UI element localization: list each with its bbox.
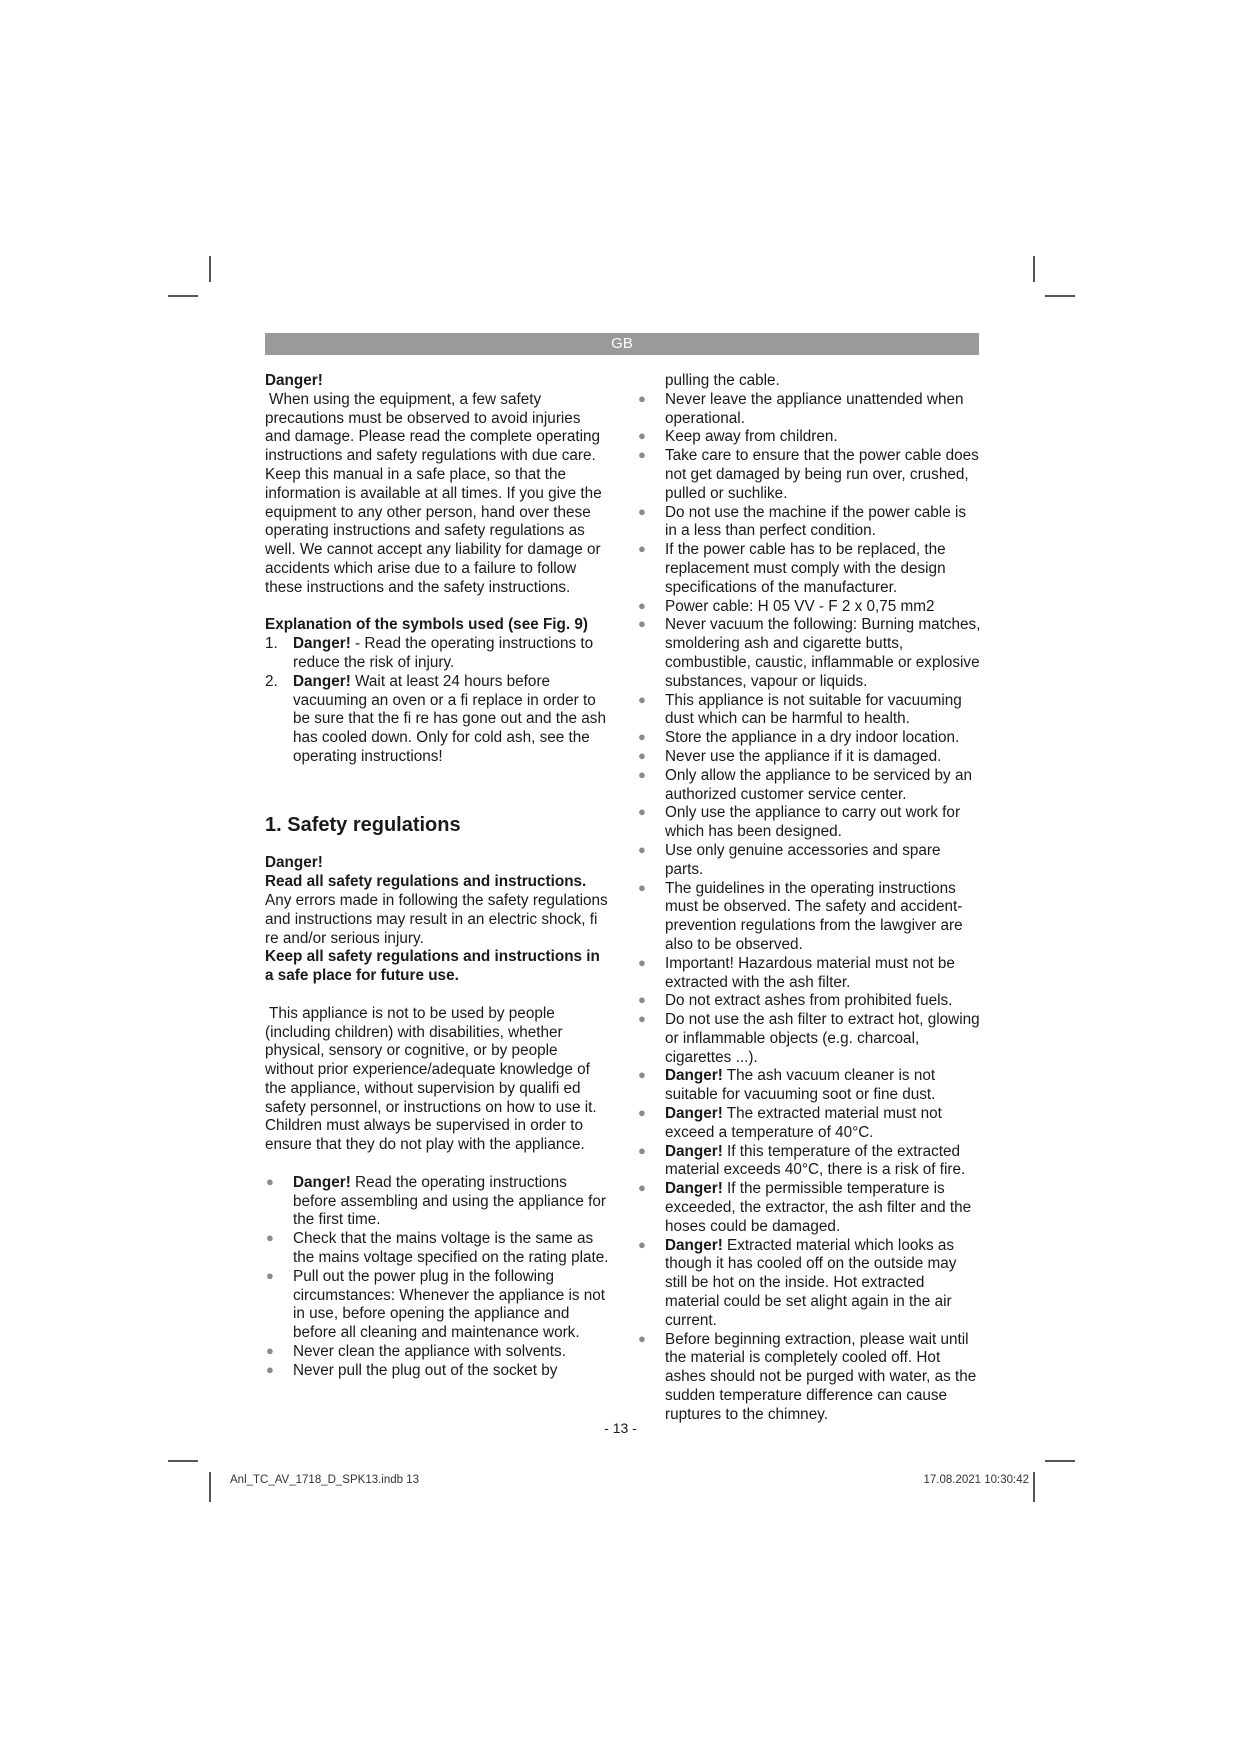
list-item: ● Do not use the machine if the power cable is in a less than perfect condition. <box>638 503 967 540</box>
crop-mark <box>168 295 198 297</box>
list-item: ● Danger! If the permissible temperature is exceeded, the extractor, the ash filter and the hoses could be damaged. <box>638 1180 972 1235</box>
footer-timestamp: 17.08.2021 10:30:42 <box>923 1474 1029 1486</box>
bullet-icon: ● <box>638 804 646 820</box>
bullet-icon: ● <box>638 1142 646 1158</box>
bullet-icon: ● <box>638 541 646 557</box>
list-item: ● Do not use the ash filter to extract hot, glowing or inflammable objects (e.g. charcoal, cigarettes ...). <box>638 1011 980 1066</box>
list-item: ● Only allow the appliance to be serviced by an authorized customer service center. <box>638 766 972 803</box>
list-item: ● This appliance is not suitable for vacuuming dust which can be harmful to health. <box>638 691 962 728</box>
list-item: ● Danger! The extracted material must not exceed a temperature of 40°C. <box>638 1105 942 1141</box>
list-item: ● If the power cable has to be replaced, the replacement must comply with the design specifications of the manufacturer. <box>638 541 946 596</box>
list-item: ● Never use the appliance if it is damaged. <box>638 747 942 765</box>
crop-mark <box>1033 256 1035 282</box>
footer-file: Anl_TC_AV_1718_D_SPK13.indb 13 <box>230 1474 420 1486</box>
bullet-icon: ● <box>638 503 646 519</box>
list-item: ● Before beginning extraction, please wait until the material is completely cooled off. Hot ashes should not be purged with water, as the sudden temperature difference can cause ruptures to the chimney. <box>638 1330 977 1423</box>
list-item: ● Danger! The ash vacuum cleaner is not suitable for vacuuming soot or fine dust. <box>638 1067 936 1104</box>
bullet-icon: ● <box>638 1067 646 1083</box>
list-item: ● Danger! Read the operating instructions before assembling and using the appliance for the first time. <box>266 1173 606 1229</box>
list-item: ● Power cable: H 05 VV - F 2 x 0,75 mm2 <box>638 597 935 615</box>
bullet-icon: ● <box>638 1011 646 1027</box>
danger-label: Danger! <box>265 854 323 872</box>
list-item: ● Never clean the appliance with solvents. <box>266 1343 566 1361</box>
crop-mark <box>1045 295 1075 297</box>
read-all-text: Read all safety regulations and instructions. <box>265 873 587 891</box>
list-item: ● Never leave the appliance unattended when operational. <box>638 390 964 427</box>
bullet-icon: ● <box>638 879 646 895</box>
bullet-icon: ● <box>266 1230 274 1246</box>
language-banner <box>265 333 979 355</box>
bullet-icon: ● <box>638 447 646 463</box>
list-item: ● Do not extract ashes from prohibited fuels. <box>638 992 953 1010</box>
crop-mark <box>209 256 211 282</box>
bullet-icon: ● <box>638 597 646 613</box>
bullet-icon: ● <box>638 992 646 1008</box>
list-item: ● Keep away from children. <box>638 428 838 446</box>
bullet-icon: ● <box>638 428 646 444</box>
bullet-icon: ● <box>266 1343 274 1359</box>
right-column <box>637 372 982 1425</box>
section-title: 1. Safety regulations <box>265 814 461 837</box>
symbols-heading: Explanation of the symbols used (see Fig. 9) <box>265 616 588 634</box>
bullet-icon: ● <box>266 1173 274 1189</box>
bullet-icon: ● <box>638 1180 646 1196</box>
list-item: ● Only use the appliance to carry out work for which has been designed. <box>638 804 961 841</box>
crop-mark <box>1045 1460 1075 1462</box>
list-item: ● Never pull the plug out of the socket by <box>266 1361 558 1379</box>
appliance-text: This appliance is not to be used by people (including children) with disabilities, whether physical, sensory or cognitive, or by people without prior experience/adequate knowledge of the appliance, without supervision by qualifi ed safety personnel, or instructions on how to use it. <box>265 1004 597 1116</box>
bullet-icon: ● <box>638 841 646 857</box>
intro-text: When using the equipment, a few safety precautions must be observed to avoid injuries and damage. Please read the complete operating instructions and safety regulations with due care. Keep this manual in a safe place, so that the information is available at all times. If you give the equipment to any other person, hand over these operating instructions and safety regulations as well. We cannot accept any liability for damage or accidents which arise due to a failure to follow these instructions and the safety instructions. <box>265 390 602 596</box>
bullet-icon: ● <box>638 954 646 970</box>
bullet-icon: ● <box>266 1361 274 1377</box>
list-item: 1. Danger! - Read the operating instructions to reduce the risk of injury. <box>265 635 594 671</box>
bullet-icon: ● <box>638 390 646 406</box>
list-item: ● Danger! Extracted material which looks as though it has cooled off on the outside may still be hot on the inside. Hot extracted material could be set alight again in the air current. <box>638 1236 957 1329</box>
language-code: GB <box>611 335 633 352</box>
crop-mark <box>168 1460 198 1462</box>
list-item: ● Important! Hazardous material must not be extracted with the ash filter. <box>638 954 955 991</box>
bullet-icon: ● <box>638 766 646 782</box>
keep-all-text: Keep all safety regulations and instructions in a safe place for future use. <box>265 948 600 985</box>
list-item: ● The guidelines in the operating instructions must be observed. The safety and accident-prevention regulations from the lawgiver are also to be observed. <box>638 879 963 953</box>
bullet-icon: ● <box>638 1105 646 1121</box>
left-bullet-list <box>265 1174 610 1381</box>
list-item: ● Use only genuine accessories and spare parts. <box>638 841 941 878</box>
left-column <box>265 372 610 1381</box>
bullet-icon: ● <box>638 729 646 745</box>
list-item: ● Never vacuum the following: Burning matches, smoldering ash and cigarette butts, combustible, caustic, inflammable or explosive substances, vapour or liquids. <box>638 616 981 690</box>
list-item: 2. Danger! Wait at least 24 hours before vacuuming an oven or a fi replace in order to be sure that the fi re has gone out and the ash has cooled down. Only for cold ash, see the operating instructions! <box>265 672 606 765</box>
bullet-icon: ● <box>638 616 646 632</box>
list-item: ● Check that the mains voltage is the same as the mains voltage specified on the rating plate. <box>266 1230 609 1267</box>
continuation-text: pulling the cable. <box>665 372 780 389</box>
intro-heading: Danger! <box>265 372 323 389</box>
right-bullet-list <box>637 391 982 1425</box>
crop-mark <box>209 1472 211 1502</box>
list-item: ● Pull out the power plug in the following circumstances: Whenever the appliance is not in use, before opening the appliance and before all cleaning and maintenance work. <box>266 1267 606 1342</box>
bullet-icon: ● <box>266 1267 274 1283</box>
bullet-icon: ● <box>638 747 646 763</box>
errors-text: Any errors made in following the safety regulations and instructions may result in an electric shock, fi re and/or serious injury. <box>265 891 608 947</box>
list-item: ● Store the appliance in a dry indoor location. <box>638 729 960 747</box>
symbols-list <box>265 635 610 767</box>
bullet-icon: ● <box>638 1330 646 1346</box>
crop-mark <box>1033 1472 1035 1502</box>
list-item: ● Take care to ensure that the power cable does not get damaged by being run over, crushed, pulled or suchlike. <box>638 447 979 502</box>
bullet-icon: ● <box>638 1236 646 1252</box>
bullet-icon: ● <box>638 691 646 707</box>
page-number: - 13 - <box>604 1420 637 1436</box>
children-text: Children must always be supervised in order to ensure that they do not play with the appliance. <box>265 1117 585 1154</box>
list-item: ● Danger! If this temperature of the extracted material exceeds 40°C, there is a risk of fire. <box>638 1142 966 1179</box>
